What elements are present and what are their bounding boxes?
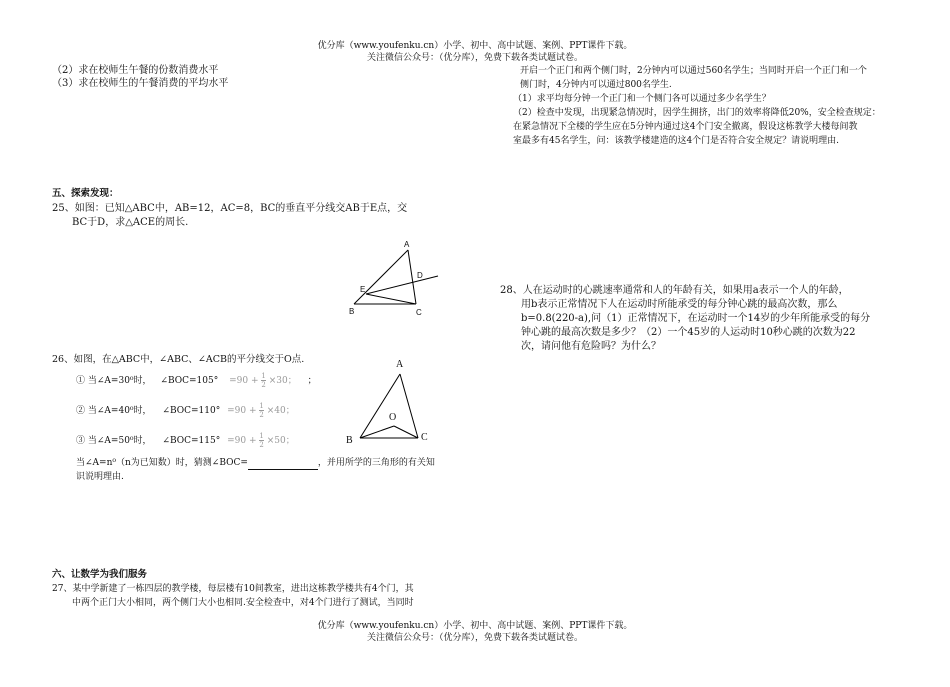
q26-item-1-num: ① [76,376,86,386]
q26-guess-suffix: ，并用所学的三角形的有关知 [317,458,435,468]
fig25-label-c: C [416,308,422,317]
q27-line-1: 27、某中学新建了一栋四层的教学楼，每层楼有10间教室，进出这栋教学楼共有4个门，其 [52,584,414,594]
q26-item-3-cond: 当∠A=50⁰时， [87,436,152,446]
q26-item-2-tail: ×40； [266,406,295,416]
fig26-label-a: A [396,359,404,370]
q26-item-2-formula: =90 + [227,406,260,416]
q26-item-3-tail: ×50； [266,436,295,446]
q26-item-1 [76,372,317,389]
q25-line-1: 25、如图：已知△ABC中，AB=12，AC=8，BC的垂直平分线交AB于E点，交 [52,203,408,214]
q24-part-3: （3）求在校师生的午餐消费的平均水平 [52,78,229,89]
q26-item-1-formula: =90 + [229,376,262,386]
section-6-title: 六、让数学为我们服务 [52,569,148,580]
q26-guess-line-2: 识说明理由. [76,472,124,482]
q26-item-2-cond: 当∠A=40⁰时， [87,406,152,416]
header-line-2: 关注微信公众号：（优分库），免费下载各类试题试卷。 [366,53,583,63]
fig26-label-b: B [346,435,353,446]
q24-part-2: （2）求在校师生午餐的份数消费水平 [52,65,219,76]
fig26-label-c: C [421,432,428,443]
q26-item-3 [76,432,295,449]
q26-guess-prefix: 当∠A=n⁰（n为已知数）时，猜测∠BOC= [76,458,248,468]
q26-item-2-fraction [259,402,263,419]
q26-item-3-frac-den: 2 [259,441,264,449]
q27-line-2: 中两个正门大小相同，两个侧门大小也相同.安全检查中，对4个门进行了测试，当同时 [72,598,414,608]
section-5-title: 五、探索发现： [52,188,119,199]
q27-cont-line-2: 侧门时，4分钟内可以通过800名学生. [520,80,672,90]
q26-item-2-frac-den: 2 [259,411,264,419]
q27-sub-2-line-1: （2）检查中发现，出现紧急情况时，因学生拥挤，出门的效率将降低20%，安全检查规定： [513,108,881,118]
q28-line-1: 28、人在运动时的心跳速率通常和人的年龄有关，如果用a表示一个人的年龄， [500,285,849,296]
q27-sub-2-line-3: 室最多有45名学生，问：该教学楼建造的这4个门是否符合安全规定？请说明理由. [513,136,840,146]
q26-answer-blank[interactable] [248,459,318,470]
q27-sub-2-line-2: 在紧急情况下全楼的学生应在5分钟内通过这4个门安全撤离，假设这栋教学大楼每间教 [513,122,858,132]
fig26-label-o: O [389,412,397,423]
header-line-1: 优分库（www.youfenku.cn）小学、初中、高中试题、案例、PPT课件下载。 [317,41,633,51]
q26-item-2-result: ∠BOC=110° [162,406,221,416]
page-footer [0,620,950,644]
q26-item-1-frac-num: 1 [261,372,266,380]
q26-item-3-result: ∠BOC=115° [162,436,221,446]
q27-cont-line-1: 开启一个正门和两个侧门时，2分钟内可以通过560名学生；当同时开启一个正门和一个 [520,66,867,76]
q26-item-1-frac-den: 2 [261,381,266,389]
q26-item-1-extra: ； [307,376,317,386]
page-header [0,40,950,64]
fig25-label-b: B [349,307,355,316]
q26-item-3-formula: =90 + [227,436,260,446]
q26-item-2-num: ② [76,406,86,416]
figure-25 [340,240,440,320]
q26-title: 26、如图，在△ABC中，∠ABC、∠ACB的平分线交于O点. [52,354,305,365]
fig25-label-e: E [360,285,366,294]
q28-line-2: 用b表示正常情况下人在运动时所能承受的每分钟心跳的最高次数，那么 [521,299,838,310]
q28-line-3: b=0.8(220-a),问（1）正常情况下，在运动时一个14岁的少年所能承受的每分 [521,313,871,324]
q27-sub-1: （1）求平均每分钟一个正门和一个侧门各可以通过多少名学生？ [513,94,771,104]
q25-line-2: BC于D，求△ACE的周长. [72,217,189,228]
q26-item-3-frac-num: 1 [259,432,264,440]
q26-item-1-result: ∠BOC=105° [160,376,219,386]
figure-25-drawing [340,240,440,320]
footer-line-1: 优分库（www.youfenku.cn）小学、初中、高中试题、案例、PPT课件下载。 [317,621,633,631]
q26-item-2-frac-num: 1 [259,402,264,410]
q26-item-2 [76,402,295,419]
fig25-label-a: A [404,240,410,249]
footer-line-2: 关注微信公众号：（优分库），免费下载各类试题试卷。 [366,633,583,643]
q26-item-3-fraction [259,432,263,449]
q26-guess-line [76,456,435,470]
figure-26 [340,358,440,448]
q26-item-1-tail: ×30； [268,376,297,386]
fig25-label-d: D [417,271,423,280]
q28-line-4: 钟心跳的最高次数是多少？（2）一个45岁的人运动时10秒心跳的次数为22 [521,327,856,338]
q26-item-1-fraction [261,372,265,389]
q26-item-1-cond: 当∠A=30⁰时， [87,376,152,386]
q26-item-3-num: ③ [76,436,86,446]
q28-line-5: 次，请问他有危险吗？为什么？ [521,341,661,352]
